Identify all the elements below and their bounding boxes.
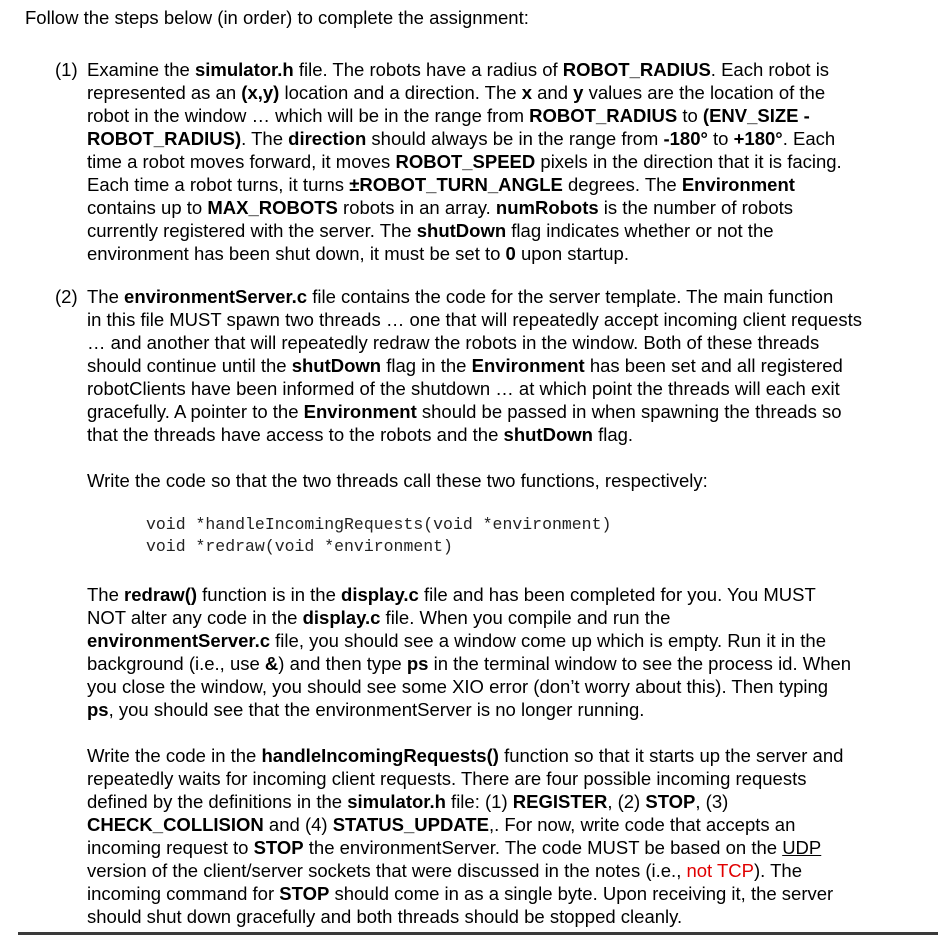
not-tcp-red: not TCP [686, 860, 755, 881]
step-1 [55, 58, 930, 265]
handle-line-4: CHECK_COLLISION and (4) STATUS_UPDATE,. For now, write code that accepts an [87, 814, 796, 835]
threads-paragraph [87, 469, 708, 492]
intro-text: Follow the steps below (in order) to complete the assignment: [25, 7, 529, 28]
udp-underlined: UDP [782, 837, 822, 858]
code-line-1: void *handleIncomingRequests(void *environment) [146, 515, 612, 534]
step1-line-5: time a robot moves forward, it moves ROBOT_SPEED pixels in the direction that it is facing. [87, 151, 842, 172]
redraw-line-1: The redraw() function is in the display.c file and has been completed for you. You MUST [87, 584, 816, 605]
threads-text: Write the code so that the two threads call these two functions, respectively: [87, 470, 708, 491]
step1-line-3: robot in the window … which will be in the range from ROBOT_RADIUS to (ENV_SIZE - [87, 105, 810, 126]
step-number: (1) [55, 59, 78, 80]
redraw-line-2: NOT alter any code in the display.c file. When you compile and run the [87, 607, 671, 628]
step-2 [55, 285, 930, 446]
redraw-paragraph [87, 583, 851, 721]
step2-line-4: should continue until the shutDown flag in the Environment has been set and all registered [87, 355, 843, 376]
redraw-line-4: background (i.e., use &) and then type ps in the terminal window to see the process id. When [87, 653, 852, 674]
handle-line-7: incoming command for STOP should come in as a single byte. Upon receiving it, the server [87, 883, 834, 904]
step1-line-6: Each time a robot turns, it turns ±ROBOT_TURN_ANGLE degrees. The Environment [87, 174, 795, 195]
redraw-line-5: you close the window, you should see some XIO error (don’t worry about this). Then typing [87, 676, 829, 697]
handle-requests-paragraph [87, 744, 843, 928]
handle-line-2: repeatedly waits for incoming client requests. There are four possible incoming requests [87, 768, 807, 789]
redraw-line-6: ps, you should see that the environmentServer is no longer running. [87, 699, 645, 720]
handle-line-3: defined by the definitions in the simulator.h file: (1) REGISTER, (2) STOP, (3) [87, 791, 729, 812]
step1-line-8: currently registered with the server. The shutDown flag indicates whether or not the [87, 220, 774, 241]
redraw-line-3: environmentServer.c file, you should see a window come up which is empty. Run it in the [87, 630, 826, 651]
step2-line-6: gracefully. A pointer to the Environment should be passed in when spawning the threads so [87, 401, 842, 422]
code-line-2: void *redraw(void *environment) [146, 537, 453, 556]
step2-line-2: in this file MUST spawn two threads … one that will repeatedly accept incoming client requests [87, 309, 862, 330]
handle-line-6: version of the client/server sockets that were discussed in the notes (i.e., not TCP). The [87, 860, 802, 881]
handle-line-1: Write the code in the handleIncomingRequests() function so that it starts up the server and [87, 745, 844, 766]
step2-line-1: The environmentServer.c file contains the code for the server template. The main function [87, 286, 834, 307]
step2-line-3: … and another that will repeatedly redraw the robots in the window. Both of these threads [87, 332, 820, 353]
step1-line-9: environment has been shut down, it must be set to 0 upon startup. [87, 243, 629, 264]
code-block [146, 514, 611, 558]
step2-line-5: robotClients have been informed of the shutdown … at which point the threads will each exit [87, 378, 840, 399]
step1-line-4: ROBOT_RADIUS). The direction should always be in the range from -180° to +180°. Each [87, 128, 836, 149]
handle-line-8: should shut down gracefully and both threads should be stopped cleanly. [87, 906, 683, 927]
step2-line-7: that the threads have access to the robots and the shutDown flag. [87, 424, 634, 445]
step1-line-7: contains up to MAX_ROBOTS robots in an array. numRobots is the number of robots [87, 197, 794, 218]
step-number: (2) [55, 286, 78, 307]
step1-line-1: Examine the simulator.h file. The robots have a radius of ROBOT_RADIUS. Each robot is [87, 59, 830, 80]
step1-line-2: represented as an (x,y) location and a direction. The x and y values are the location of the [87, 82, 826, 103]
handle-line-5: incoming request to STOP the environmentServer. The code MUST be based on the UDP [87, 837, 822, 858]
